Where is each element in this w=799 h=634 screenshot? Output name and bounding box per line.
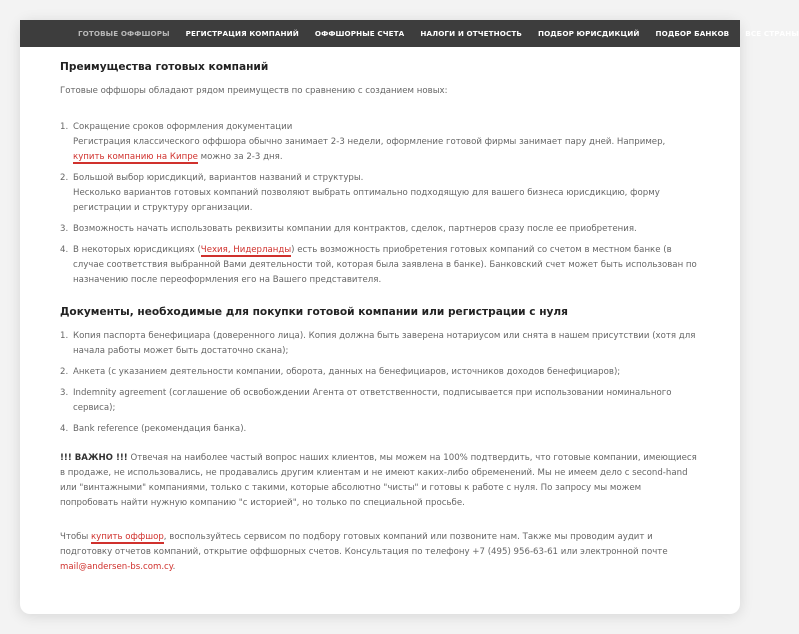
buy-company-cyprus-link[interactable]: купить компанию на Кипре bbox=[73, 152, 198, 162]
nav-item-company-registration[interactable]: РЕГИСТРАЦИЯ КОМПАНИЙ bbox=[185, 29, 299, 38]
list-item bbox=[60, 386, 698, 416]
section-intro: Готовые оффшоры обладают рядом преимуществ по сравнению с созданием новых: bbox=[60, 86, 448, 96]
section-title-documents: Документы, необходимые для покупки готовой компании или регистрации с нуля bbox=[60, 306, 568, 318]
email-link[interactable]: mail@andersen-bs.com.cy bbox=[60, 562, 173, 572]
list-item bbox=[60, 222, 698, 237]
czech-netherlands-link[interactable]: Чехия, Нидерланды bbox=[200, 245, 292, 255]
list-number: 4. bbox=[60, 245, 69, 255]
list-number: 1. bbox=[60, 331, 69, 341]
item-title: Большой выбор юрисдикций, вариантов названий и структуры. bbox=[73, 173, 364, 183]
item-text: Копия паспорта бенефициара (доверенного лица). Копия должна быть заверена нотариусом или снята в нашем присутствии (хотя для начала работы может быть достаточно скана); bbox=[73, 331, 696, 356]
footer-text-before: Чтобы bbox=[60, 532, 91, 542]
nav-item-jurisdiction-selection[interactable]: ПОДБОР ЮРИСДИКЦИЙ bbox=[537, 29, 640, 38]
list-number: 1. bbox=[60, 122, 69, 132]
important-notice bbox=[60, 451, 698, 511]
nav-item-ready-offshores[interactable]: ГОТОВЫЕ ОФФШОРЫ bbox=[78, 29, 170, 38]
list-item bbox=[60, 243, 698, 288]
footer-text-end: . bbox=[172, 562, 176, 572]
item-text: Indemnity agreement (соглашение об освобождении Агента от ответственности, подписывается при использовании номинального сервиса); bbox=[73, 388, 672, 413]
item-text: Возможность начать использовать реквизиты компании для контрактов, сделок, партнеров сразу после ее приобретения. bbox=[73, 224, 637, 234]
advantages-list bbox=[60, 120, 698, 288]
list-number: 2. bbox=[60, 173, 69, 183]
list-number: 4. bbox=[60, 424, 69, 434]
list-number: 2. bbox=[60, 367, 69, 377]
article-body bbox=[20, 47, 740, 575]
item-text: Регистрация классического оффшора обычно занимает 2-3 недели, оформление готовой фирмы занимает пару дней. Например, bbox=[73, 137, 666, 147]
list-item bbox=[60, 365, 698, 380]
nav-item-taxes-reporting[interactable]: НАЛОГИ И ОТЧЕТНОСТЬ bbox=[420, 29, 522, 38]
content-card bbox=[20, 20, 799, 614]
item-text-after: ) есть возможность приобретения готовых компаний со счетом в местном банке (в случае соответствия выбранной Вами деятельности той, которая была заявлена в банке). Банковский счет может быть использован по назначению после переоформления его на Вашего представителя. bbox=[73, 245, 697, 285]
section-title-advantages: Преимущества готовых компаний bbox=[60, 61, 269, 73]
list-number: 3. bbox=[60, 388, 69, 398]
important-label: !!! ВАЖНО !!! bbox=[60, 453, 128, 463]
list-item bbox=[60, 422, 698, 437]
list-item bbox=[60, 171, 698, 216]
nav-item-offshore-accounts[interactable]: ОФФШОРНЫЕ СЧЕТА bbox=[314, 29, 405, 38]
item-title: Сокращение сроков оформления документации bbox=[73, 122, 293, 132]
item-text-after: можно за 2-3 дня. bbox=[197, 152, 283, 162]
nav-item-bank-selection[interactable]: ПОДБОР БАНКОВ bbox=[655, 29, 730, 38]
footer-text-after: , воспользуйтесь сервисом по подбору готовых компаний или позвоните нам. Также мы проводим аудит и подготовку отчетов компаний, открытие оффшорных счетов. Консультация по телефону +7 (495) 956-63-61 или электронной почте bbox=[60, 532, 668, 557]
buy-offshore-link[interactable]: купить оффшор bbox=[90, 532, 164, 542]
item-text-before: В некоторых юрисдикциях ( bbox=[73, 245, 201, 255]
list-item-text bbox=[73, 120, 698, 165]
list-number: 3. bbox=[60, 224, 69, 234]
item-text: Bank reference (рекомендация банка). bbox=[73, 424, 247, 434]
documents-list bbox=[60, 329, 698, 437]
item-text: Несколько вариантов готовых компаний позволяют выбрать оптимально подходящую для вашего бизнеса юрисдикцию, форму регистрации и структуру организации. bbox=[73, 188, 660, 213]
list-item-text bbox=[73, 243, 698, 288]
item-text: Анкета (с указанием деятельности компании, оборота, данных на бенефициаров, источников доходов бенефициаров); bbox=[73, 367, 621, 377]
list-item-text bbox=[73, 171, 698, 216]
nav-item-all-countries[interactable]: ВСЕ СТРАНЫ bbox=[745, 29, 799, 38]
list-item bbox=[60, 329, 698, 359]
top-nav bbox=[20, 20, 799, 47]
important-text: Отвечая на наиболее частый вопрос наших клиентов, мы можем на 100% подтвердить, что готовые компании, имеющиеся в продаже, не использовались, не продавались другим клиентам и не имеют каких-либо обременений. Мы не имеем дело с second-hand или "винтажными" компаниями, только с такими, которые абсолютно "чисты" и готовы к работе с нуля. По запросу мы можем попробовать найти нужную компанию "с историей", но только по специальной просьбе. bbox=[60, 453, 697, 508]
list-item bbox=[60, 120, 698, 165]
contact-paragraph bbox=[60, 530, 698, 575]
